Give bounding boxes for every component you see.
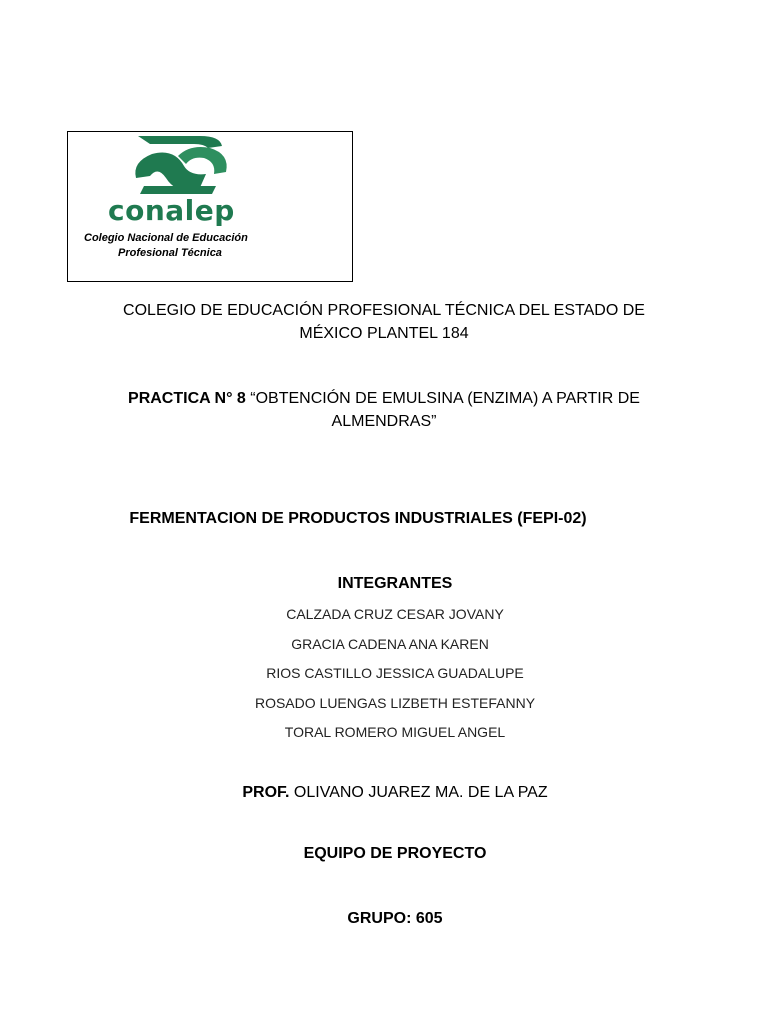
logo-subtitle-line1: Colegio Nacional de Educación	[84, 232, 248, 244]
practice-label: PRACTICA N° 8	[128, 390, 246, 407]
practice-title-line1	[0, 390, 768, 408]
group-value: 605	[411, 910, 443, 927]
professor-label: PROF.	[242, 784, 290, 801]
practice-title-text: “OBTENCIÓN DE EMULSINA (ENZIMA) A PARTIR DE	[245, 390, 640, 407]
group-line	[0, 910, 768, 928]
conalep-emblem-icon	[130, 134, 232, 196]
member-item: CALZADA CRUZ CESAR JOVANY	[286, 606, 504, 622]
institution-line1: COLEGIO DE EDUCACIÓN PROFESIONAL TÉCNICA DEL ESTADO DE	[123, 302, 645, 319]
logo-wordmark: conalep	[108, 194, 235, 227]
member-item: GRACIA CADENA ANA KAREN	[291, 636, 489, 652]
institution-line2: MÉXICO PLANTEL 184	[299, 325, 469, 342]
professor-line	[0, 784, 768, 802]
member-item: RIOS CASTILLO JESSICA GUADALUPE	[266, 665, 524, 681]
member-item: TORAL ROMERO MIGUEL ANGEL	[284, 724, 506, 740]
conalep-logo	[67, 131, 353, 282]
practice-title-line2: ALMENDRAS”	[331, 413, 437, 430]
members-heading: INTEGRANTES	[337, 575, 453, 592]
logo-subtitle	[68, 231, 352, 261]
member-item: ROSADO LUENGAS LIZBETH ESTEFANNY	[254, 695, 536, 711]
project-team-title: EQUIPO DE PROYECTO	[303, 845, 487, 862]
professor-name: OLIVANO JUAREZ MA. DE LA PAZ	[289, 784, 548, 801]
subject-title: FERMENTACION DE PRODUCTOS INDUSTRIALES (FEPI-02)	[129, 510, 587, 527]
group-label: GRUPO:	[347, 910, 412, 927]
logo-subtitle-line2: Profesional Técnica	[118, 247, 222, 259]
